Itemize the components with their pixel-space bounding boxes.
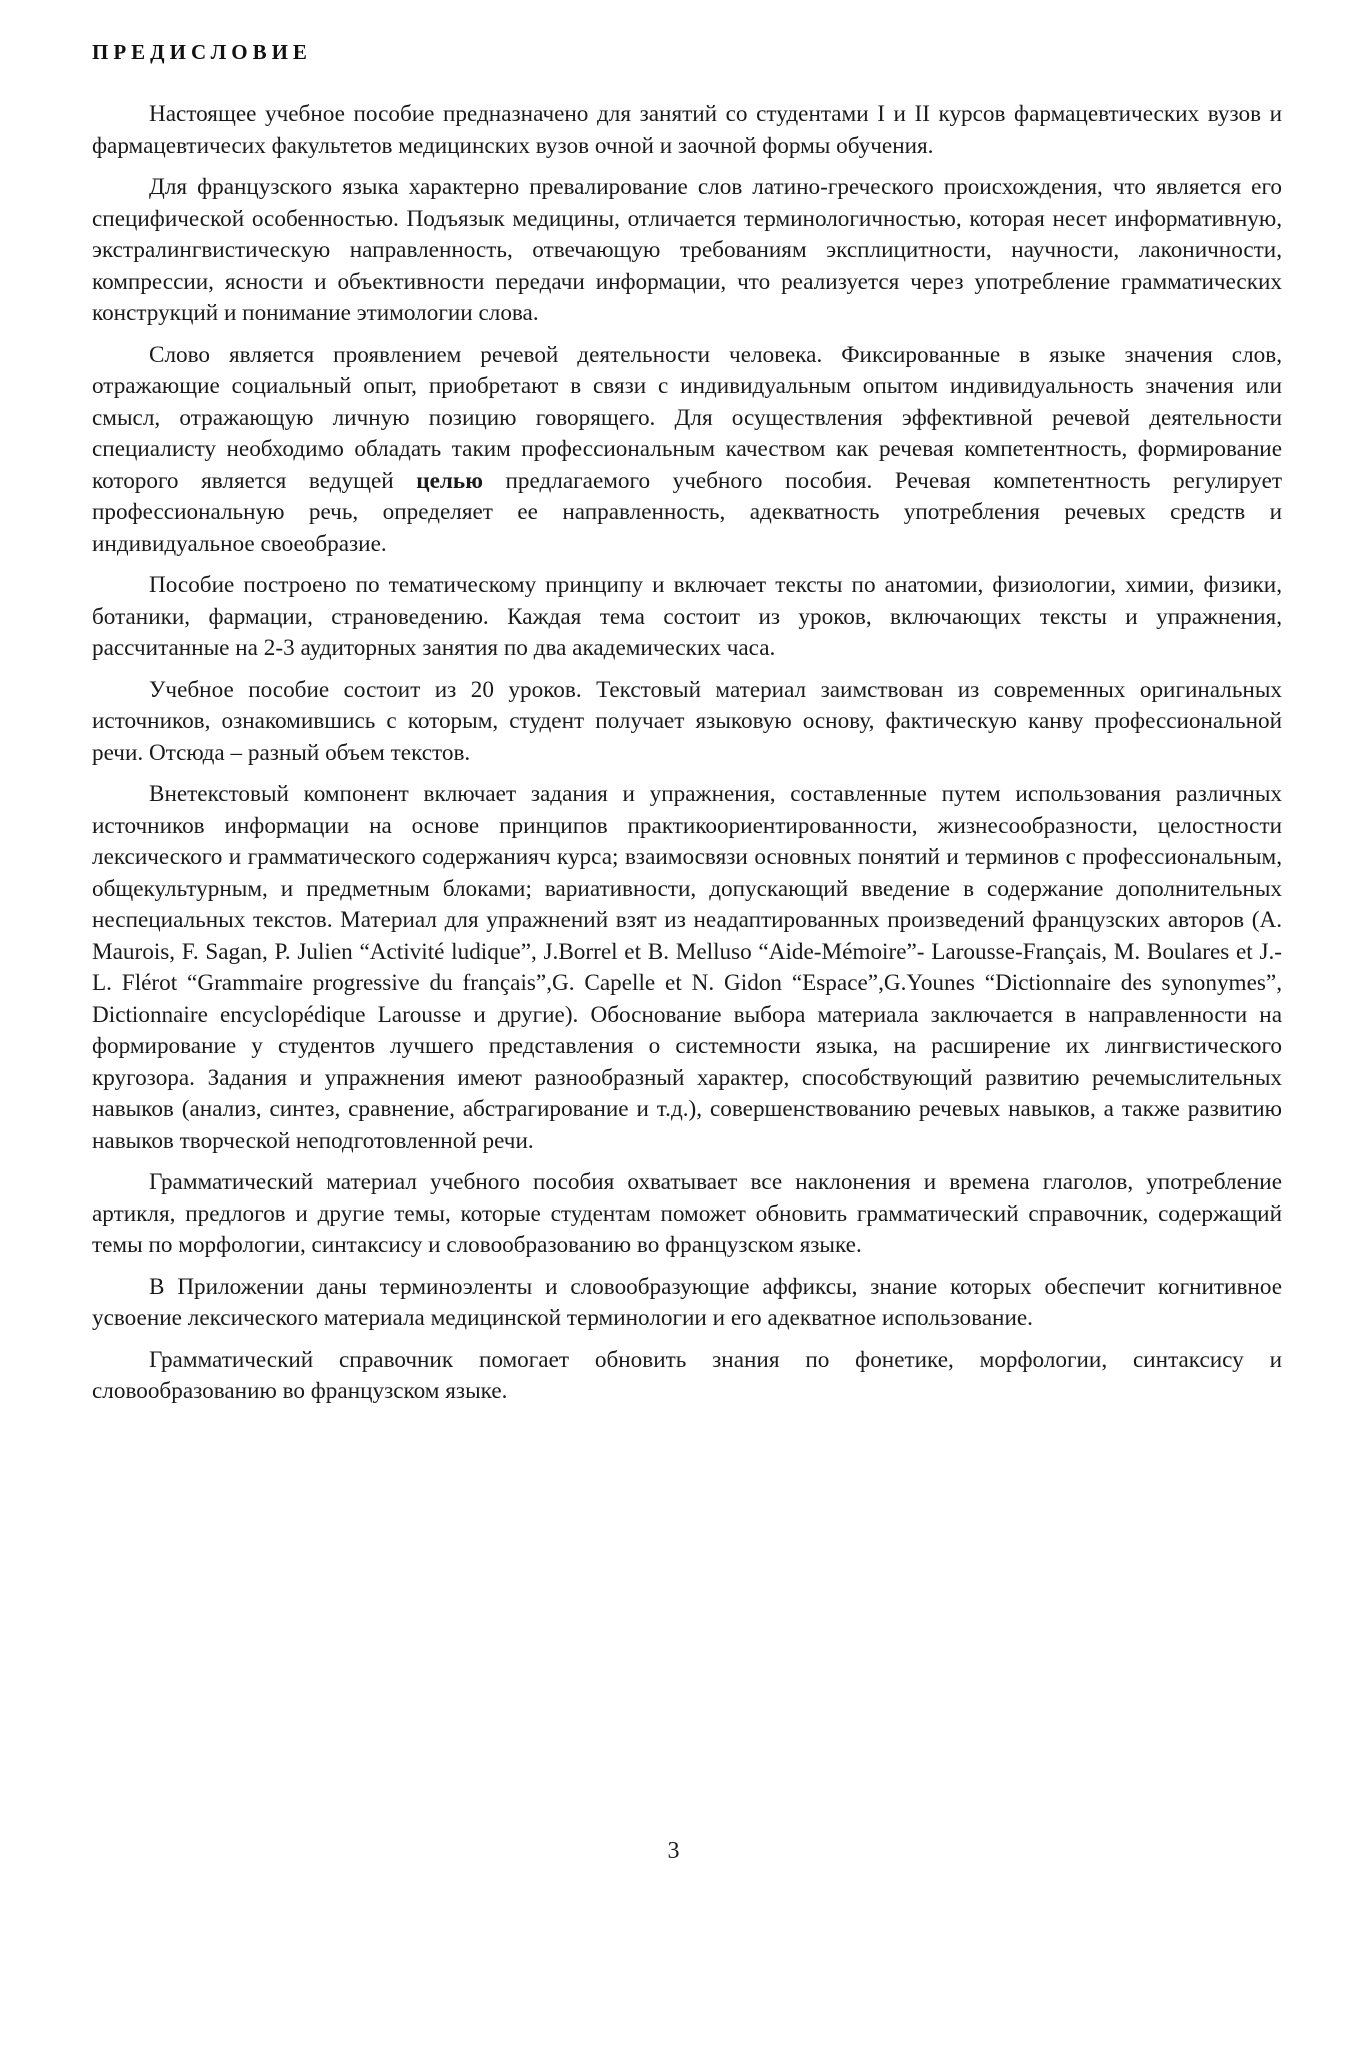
paragraph-purpose: Настоящее учебное пособие предназначено для занятий со студентами I и II курсов фармацевтических вузов и фармацевтичесих факультетов медицинских вузов очной и заочной формы обучения. bbox=[92, 101, 1282, 159]
emphasized-word: целью bbox=[416, 467, 483, 494]
document-page bbox=[92, 40, 1282, 1418]
paragraph-text-before: Слово является проявлением речевой деятельности человека. Фиксированные в языке значения слов, отражающие социальный опыт, приобретают в связи с индивидуальным опытом индивидуальность значения или смысл, отражающую личную позицию говорящего. Для осуществления эффективной речевой деятельности специалисту необходимо обладать таким профессиональным качеством как речевая компетентность, формирование которого является ведущей bbox=[92, 341, 1282, 494]
page-heading: ПРЕДИСЛОВИЕ bbox=[92, 40, 312, 64]
paragraph-grammar: Грамматический материал учебного пособия охватывает все наклонения и времена глаголов, употребление артикля, предлогов и другие темы, которые студентам поможет обновить грамматический справочник, содержащий темы по морфологии, синтаксису и словообразованию во французском языке. bbox=[92, 1169, 1282, 1258]
paragraph-lessons: Учебное пособие состоит из 20 уроков. Текстовый материал заимствован из современных оригинальных источников, ознакомившись с которым, студент получает языковую основу, фактическую канву профессиональной речи. Отсюда – разный объем текстов. bbox=[92, 676, 1282, 766]
paragraph-terminology: Для французского языка характерно превалирование слов латино-греческого происхождения, что является его специфической особенностью. Подъязык медицины, отличается терминологичностью, которая несет информативную, экстралингвистическую направленность, отвечающую требованиям эксплицитности, научности, лаконичности, компрессии, ясности и объективности передачи информации, что реализуется через употребление грамматических конструкций и понимание этимологии слова. bbox=[92, 174, 1282, 326]
paragraph-exercises: Внетекстовый компонент включает задания и упражнения, составленные путем использования различных источников информации на основе принципов практикоориентированности, жизнесообразности, целостности лексического и грамматического содержанияч курса; взаимосвязи основных понятий и терминов с профессиональным, общекультурным, и предметным блоками; вариативности, допускающий введение в содержание дополнительных неспециальных текстов. Материал для упражнений взят из неадаптированных произведений французских авторов (A. Maurois, F. Sagan, P. Julien “Activité ludique”, J.Borrel et B. Melluso “Aide-Mémoire”- Larousse-Français, M. Boulares et J.-L. Flérot “Grammaire progressive du français”,G. Capelle et N. Gidon “Espace”,G.Younes “Dictionnaire des synonymes”, Dictionnaire encyclopédique Larousse и другие). Обоснование выбора материала заключается в направленности на формирование у студентов лучшего представления о системности языка, на расширение их лингвистического кругозора. Задания и упражнения имеют разнообразный характер, способствующий развитию речемыслительных навыков (анализ, синтез, сравнение, абстрагирование и т.д.), совершенствованию речевых навыков, а также развитию навыков творческой неподготовленной речи. bbox=[92, 781, 1282, 1154]
page-number: 3 bbox=[667, 1838, 680, 1864]
preface-body bbox=[92, 99, 1282, 1408]
paragraph-text-after: предлагаемого учебного пособия. Речевая компетентность регулирует профессиональную речь, определяет ее направленность, адекватность употребления речевых средств и индивидуальное своеобразие. bbox=[92, 467, 1283, 557]
paragraph-structure: Пособие построено по тематическому принципу и включает тексты по анатомии, физиологии, химии, физики, ботаники, фармации, страноведению. Каждая тема состоит из уроков, включающих тексты и упражнения, рассчитанные на 2-3 аудиторных занятия по два академических часа. bbox=[92, 572, 1282, 661]
paragraph-speech-competence bbox=[92, 340, 1282, 561]
paragraph-appendix: В Приложении даны терминоэленты и словообразующие аффиксы, знание которых обеспечит когнитивное усвоение лексического материала медицинской терминологии и его адекватное использование. bbox=[92, 1273, 1282, 1331]
paragraph-reference: Грамматический справочник помогает обновить знания по фонетике, морфологии, синтаксису и словообразованию во французском языке. bbox=[92, 1346, 1282, 1404]
